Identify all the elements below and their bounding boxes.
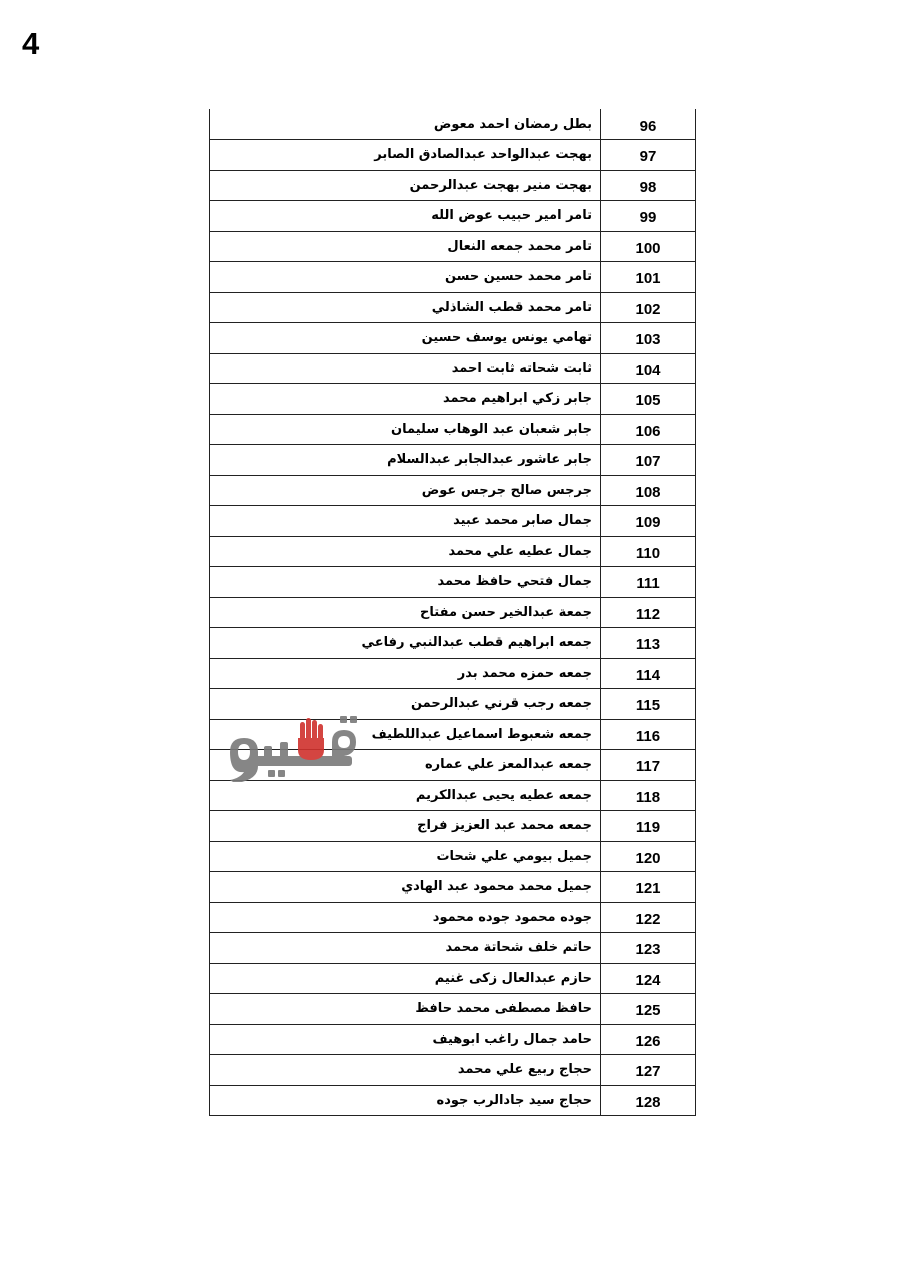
table-row: [210, 841, 696, 872]
name-cell: جمال صابر محمد عبيد: [210, 506, 601, 537]
number-cell: 125: [601, 994, 696, 1025]
number-cell: 108: [601, 475, 696, 506]
number-cell: 114: [601, 658, 696, 689]
table-row: [210, 994, 696, 1025]
name-cell: تامر محمد قطب الشاذلي: [210, 292, 601, 323]
number-cell: 123: [601, 933, 696, 964]
table-row: [210, 506, 696, 537]
number-cell: 115: [601, 689, 696, 720]
name-cell: جابر شعبان عبد الوهاب سليمان: [210, 414, 601, 445]
number-cell: 110: [601, 536, 696, 567]
table-row: [210, 140, 696, 171]
number-cell: 99: [601, 201, 696, 232]
table-row: [210, 536, 696, 567]
name-cell: جمعة عبدالخير حسن مفتاح: [210, 597, 601, 628]
table-row: [210, 1055, 696, 1086]
number-cell: 106: [601, 414, 696, 445]
name-cell: جميل بيومي علي شحات: [210, 841, 601, 872]
name-cell: جابر زكي ابراهيم محمد: [210, 384, 601, 415]
svg-text:فيتو: فيتو: [297, 780, 299, 781]
table-row: [210, 414, 696, 445]
table-row: [210, 262, 696, 293]
site-logo-watermark-icon: [224, 712, 369, 782]
number-cell: 107: [601, 445, 696, 476]
name-cell: جمعه رجب قرني عبدالرحمن: [210, 689, 601, 720]
number-cell: 103: [601, 323, 696, 354]
table-row: [210, 292, 696, 323]
name-cell: جمال عطيه علي محمد: [210, 536, 601, 567]
name-cell: جرجس صالح جرجس عوض: [210, 475, 601, 506]
name-cell: حجاج سيد جادالرب جوده: [210, 1085, 601, 1116]
number-cell: 97: [601, 140, 696, 171]
number-cell: 96: [601, 109, 696, 140]
number-cell: 126: [601, 1024, 696, 1055]
table-row: [210, 658, 696, 689]
page-number: 4: [22, 26, 40, 61]
table-row: [210, 780, 696, 811]
number-cell: 109: [601, 506, 696, 537]
table-row: [210, 170, 696, 201]
number-cell: 118: [601, 780, 696, 811]
number-cell: 122: [601, 902, 696, 933]
name-cell: جمعه شعبوط اسماعيل عبداللطيف: [210, 719, 601, 750]
name-cell: جمعه ابراهيم قطب عبدالنبي رفاعي: [210, 628, 601, 659]
table-row: [210, 933, 696, 964]
table-row: [210, 323, 696, 354]
name-cell: جميل محمد محمود عبد الهادي: [210, 872, 601, 903]
number-cell: 104: [601, 353, 696, 384]
table-row: [210, 353, 696, 384]
name-cell: جوده محمود جوده محمود: [210, 902, 601, 933]
table-row: [210, 1085, 696, 1116]
name-cell: حامد جمال راغب ابوهيف: [210, 1024, 601, 1055]
table-row: [210, 201, 696, 232]
name-cell: بهجت منير بهجت عبدالرحمن: [210, 170, 601, 201]
number-cell: 111: [601, 567, 696, 598]
names-table: [209, 109, 696, 1116]
number-cell: 124: [601, 963, 696, 994]
table-row: [210, 1024, 696, 1055]
name-cell: جمال فتحي حافظ محمد: [210, 567, 601, 598]
table-row: [210, 475, 696, 506]
number-cell: 100: [601, 231, 696, 262]
name-cell: جمعه حمزه محمد بدر: [210, 658, 601, 689]
number-cell: 117: [601, 750, 696, 781]
table-row: [210, 384, 696, 415]
name-cell: جابر عاشور عبدالجابر عبدالسلام: [210, 445, 601, 476]
name-cell: بهجت عبدالواحد عبدالصادق الصابر: [210, 140, 601, 171]
number-cell: 113: [601, 628, 696, 659]
table-row: [210, 902, 696, 933]
number-cell: 128: [601, 1085, 696, 1116]
number-cell: 112: [601, 597, 696, 628]
table-row: [210, 567, 696, 598]
name-cell: جمعه محمد عبد العزيز فراج: [210, 811, 601, 842]
number-cell: 105: [601, 384, 696, 415]
table-row: [210, 811, 696, 842]
table-row: [210, 597, 696, 628]
name-cell: حجاج ربيع علي محمد: [210, 1055, 601, 1086]
name-cell: جمعه عطيه يحيى عبدالكريم: [210, 780, 601, 811]
table-row: [210, 628, 696, 659]
name-cell: حازم عبدالعال زكى غنيم: [210, 963, 601, 994]
table-row: [210, 445, 696, 476]
number-cell: 102: [601, 292, 696, 323]
number-cell: 121: [601, 872, 696, 903]
name-cell: جمعه عبدالمعز علي عماره: [210, 750, 601, 781]
name-cell: تامر محمد حسين حسن: [210, 262, 601, 293]
name-cell: ثابت شحاته ثابت احمد: [210, 353, 601, 384]
number-cell: 119: [601, 811, 696, 842]
name-cell: حاتم خلف شحاتة محمد: [210, 933, 601, 964]
table-row: [210, 963, 696, 994]
name-cell: تامر امير حبيب عوض الله: [210, 201, 601, 232]
table-row: [210, 231, 696, 262]
number-cell: 101: [601, 262, 696, 293]
table-row: [210, 872, 696, 903]
number-cell: 127: [601, 1055, 696, 1086]
name-cell: تامر محمد جمعه النعال: [210, 231, 601, 262]
number-cell: 98: [601, 170, 696, 201]
name-cell: حافظ مصطفى محمد حافظ: [210, 994, 601, 1025]
table-row: [210, 109, 696, 140]
number-cell: 120: [601, 841, 696, 872]
number-cell: 116: [601, 719, 696, 750]
name-cell: بطل رمضان احمد معوض: [210, 109, 601, 140]
name-cell: تهامي يونس يوسف حسين: [210, 323, 601, 354]
names-table-body: [210, 109, 696, 1116]
